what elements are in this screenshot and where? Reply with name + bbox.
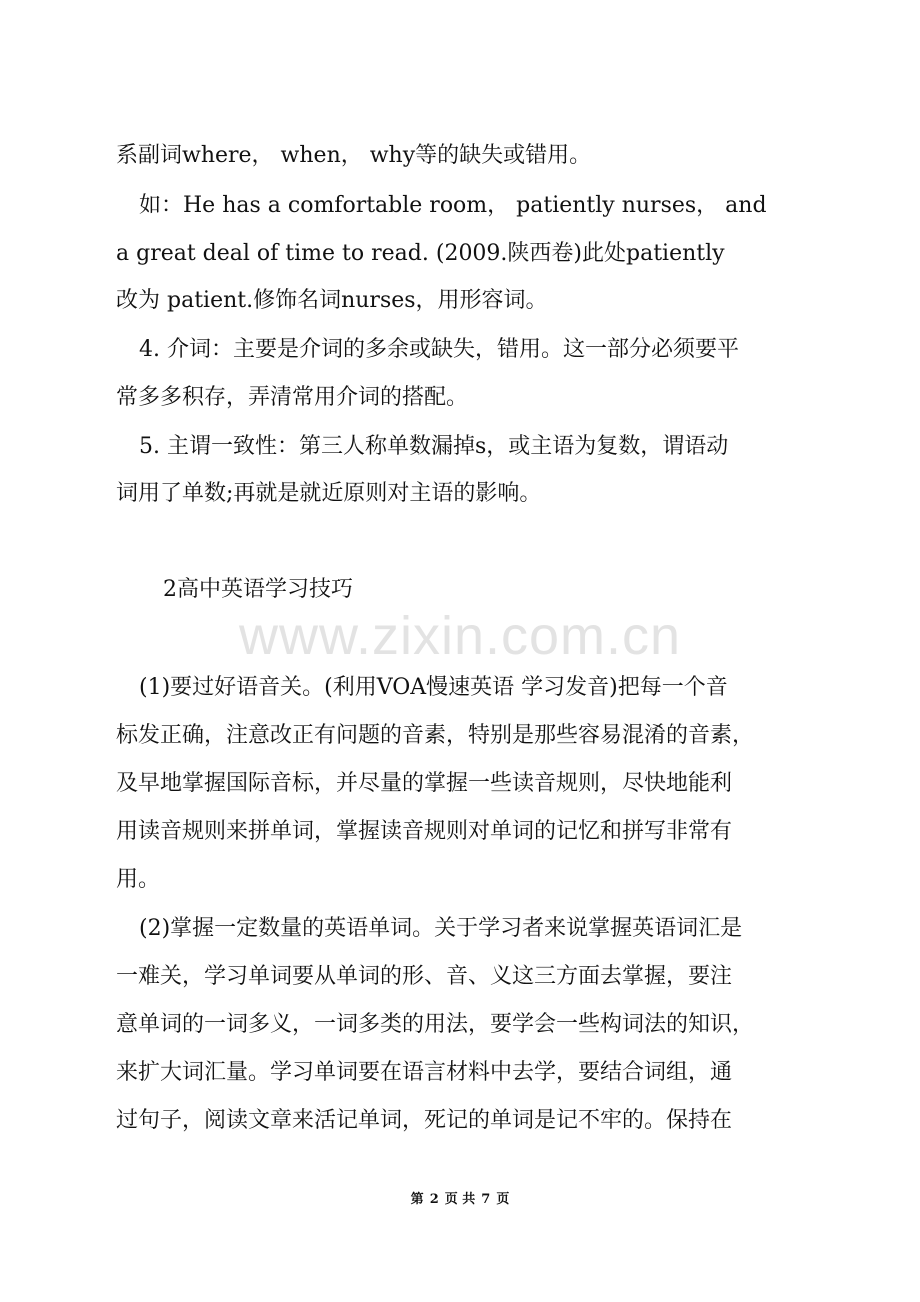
text-line: 过句子，阅读文章来活记单词，死记的单词是记不牢的。保持在 (116, 1108, 733, 1133)
text-line: 系副词where， when， why等的缺失或错用。 (116, 143, 592, 168)
text-line: 常多多积存，弄清常用介词的搭配。 (116, 385, 469, 410)
footer-total-pages: 7 (481, 1192, 491, 1207)
text-line: 及早地掌握国际音标，并尽量的掌握一些读音规则，尽快地能利 (116, 771, 733, 796)
footer-middle: 页 共 (444, 1192, 476, 1207)
text-line: 改为 patient.修饰名词nurses，用形容词。 (116, 288, 548, 313)
text-line: 标发正确，注意改正有问题的音素，特别是那些容易混淆的音素， (116, 723, 755, 748)
footer-prefix: 第 (410, 1192, 424, 1207)
text-line: 4. 介词：主要是介词的多余或缺失，错用。这一部分必须要平 (139, 337, 739, 362)
text-line: (1)要过好语音关。(利用VOA慢速英语 学习发音)把每一个音 (139, 675, 728, 700)
text-line: 来扩大词汇量。学习单词要在语言材料中去学，要结合词组，通 (116, 1060, 733, 1085)
text-line: 意单词的一词多义，一词多类的用法，要学会一些构词法的知识， (116, 1012, 755, 1037)
text-line: 用。 (116, 867, 161, 892)
text-line: 词用了单数;再就是就近原则对主语的影响。 (116, 481, 542, 506)
footer-suffix: 页 (496, 1192, 510, 1207)
text-line: 5. 主谓一致性：第三人称单数漏掉s，或主语为复数，谓语动 (139, 434, 729, 459)
page-footer (0, 1188, 920, 1207)
footer-page-number: 2 (429, 1192, 439, 1207)
text-line: 一难关，学习单词要从单词的形、音、义这三方面去掌握，要注 (116, 964, 733, 989)
text-line: 用读音规则来拼单词，掌握读音规则对单词的记忆和拼写非常有 (116, 819, 733, 844)
section-heading: 2高中英语学习技巧 (163, 577, 353, 602)
text-line: (2)掌握一定数量的英语单词。关于学习者来说掌握英语词汇是 (139, 916, 743, 941)
text-line: a great deal of time to read. (2009.陕西卷)此处patiently (116, 241, 725, 266)
watermark: www.zixin.com.cn (238, 606, 682, 666)
text-line: 如：He has a comfortable room， patiently nurses， and (139, 193, 767, 218)
